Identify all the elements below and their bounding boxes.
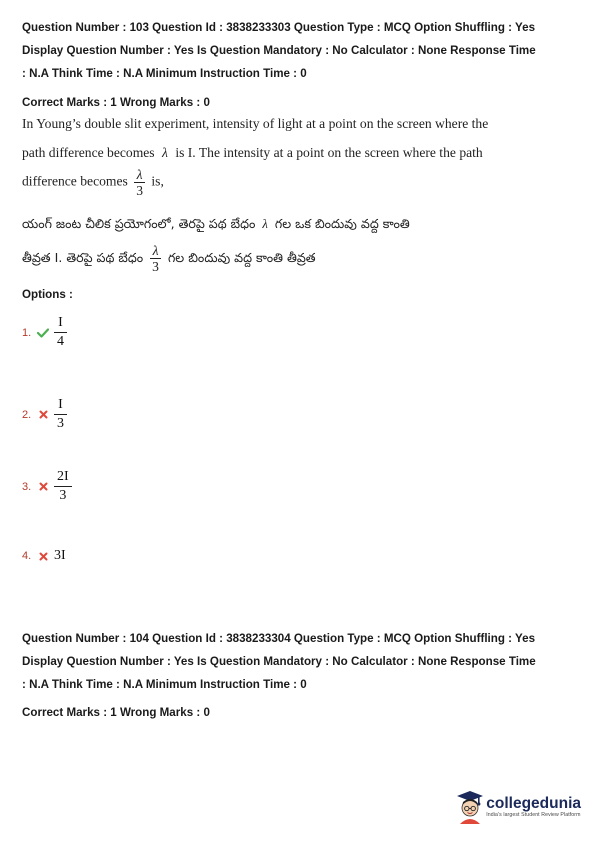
option-value: 3I — [54, 548, 66, 563]
text-segment: is I. The intensity at a point on the screen where the path — [175, 145, 483, 160]
option-number: 4. — [22, 550, 32, 562]
options-label: Options : — [22, 288, 73, 301]
question-text-telugu-line — [22, 216, 410, 235]
question-103-metadata — [22, 16, 578, 85]
cross-icon — [36, 480, 50, 494]
option-3[interactable] — [22, 468, 72, 505]
meta-line: : N.A Think Time : N.A Minimum Instruction Time : 0 — [22, 678, 307, 691]
collegedunia-logo — [454, 788, 581, 824]
text-segment: difference becomes — [22, 173, 128, 189]
option-fraction — [54, 314, 67, 351]
question-text-english-line — [22, 167, 164, 198]
meta-line: Display Question Number : Yes Is Question Mandatory : No Calculator : None Response Time — [22, 655, 536, 668]
option-fraction — [54, 396, 67, 433]
text-segment: గల బిందువు వద్ద కాంతి తీవ్రత — [167, 250, 316, 265]
cross-icon — [36, 408, 50, 422]
option-fraction — [54, 468, 72, 505]
cross-icon — [36, 549, 50, 563]
text-segment: path difference becomes — [22, 145, 155, 160]
option-2[interactable] — [22, 396, 67, 433]
fraction-denominator: 3 — [57, 416, 64, 431]
fraction-denominator: 3 — [59, 488, 67, 503]
meta-line: Display Question Number : Yes Is Question Mandatory : No Calculator : None Response Time — [22, 44, 536, 57]
question-103-marks: Correct Marks : 1 Wrong Marks : 0 — [22, 96, 210, 109]
fraction-numerator: I — [54, 396, 67, 415]
option-4[interactable] — [22, 548, 66, 564]
question-text-english-line: In Young’s double slit experiment, intensity of light at a point on the screen where the — [22, 116, 489, 131]
fraction-numerator: I — [54, 314, 67, 333]
fraction-numerator: λ — [150, 243, 161, 259]
question-104-metadata — [22, 627, 578, 696]
text-segment: గల ఒక బిందువు వద్ద కాంతి — [274, 216, 410, 231]
question-text-english-line — [22, 145, 483, 161]
option-1[interactable] — [22, 314, 67, 351]
meta-line: Question Number : 104 Question Id : 3838233304 Question Type : MCQ Option Shuffling : Yes — [22, 632, 536, 645]
graduate-avatar-icon — [454, 788, 486, 824]
logo-tagline: India's largest Student Review Platform — [486, 811, 581, 818]
question-text-telugu-line — [22, 243, 316, 274]
fraction-lambda-over-3 — [150, 243, 161, 274]
option-number: 2. — [22, 408, 32, 421]
fraction-numerator: λ — [134, 167, 145, 183]
meta-line: : N.A Think Time : N.A Minimum Instruction Time : 0 — [22, 67, 307, 80]
meta-line: Question Number : 103 Question Id : 3838233303 Question Type : MCQ Option Shuffling : Yes — [22, 21, 536, 34]
option-number: 1. — [22, 326, 32, 339]
fraction-denominator: 4 — [57, 334, 64, 349]
fraction-numerator: 2I — [54, 468, 72, 487]
text-segment: తీవ్రత I. తెరపై పథ బేధం — [22, 250, 144, 265]
fraction-denominator: 3 — [136, 183, 143, 198]
text-segment: యంగ్ జంట చీలిక ప్రయోగంలో, తెరపై పథ బేధం — [22, 216, 256, 231]
logo-name: collegedunia — [486, 794, 581, 812]
question-104-marks: Correct Marks : 1 Wrong Marks : 0 — [22, 706, 210, 719]
fraction-lambda-over-3 — [134, 167, 145, 198]
text-segment: is, — [151, 173, 164, 189]
lambda-symbol: λ — [262, 217, 268, 231]
option-number: 3. — [22, 480, 32, 493]
fraction-denominator: 3 — [152, 259, 159, 274]
lambda-symbol: λ — [162, 145, 168, 160]
check-icon — [36, 326, 50, 340]
